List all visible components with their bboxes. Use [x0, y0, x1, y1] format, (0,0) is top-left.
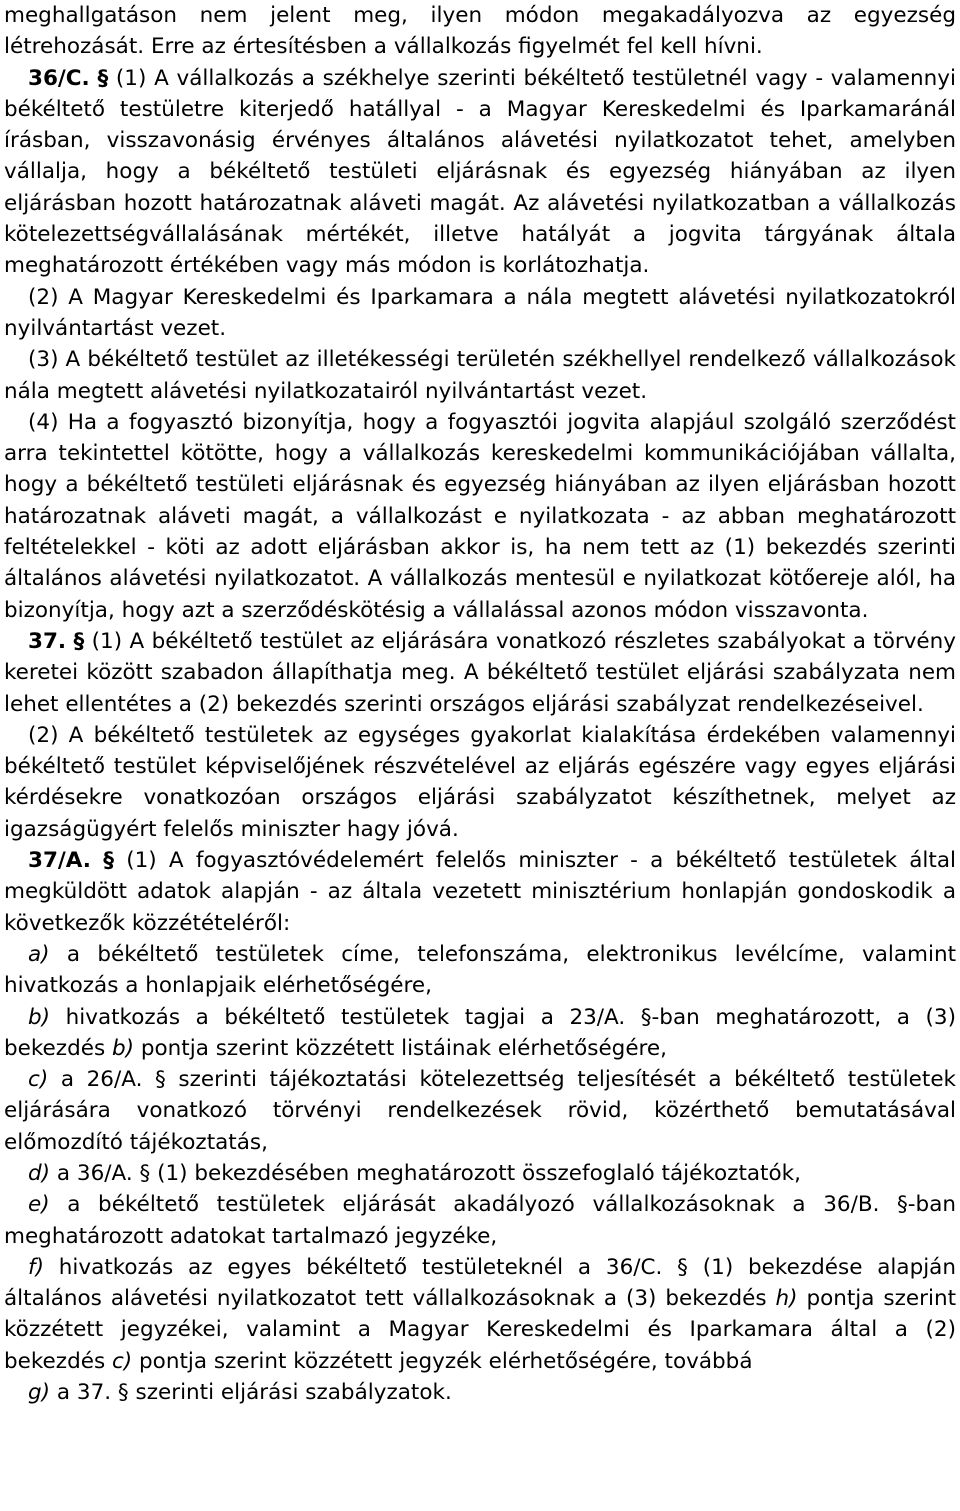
section-37a-paragraph-1: [4, 845, 956, 939]
list-item-text: a 36/A. § (1) bekezdésében meghatározott összefoglaló tájékoztatók,: [56, 1160, 801, 1186]
list-marker: a): [28, 941, 50, 967]
list-marker: c): [28, 1067, 49, 1093]
section-sign: §: [73, 628, 85, 654]
section-36c-paragraph-3: (3) A békéltető testület az illetékességi területén székhellyel rendelkező vállalkozások nála megtett alávetési nyilatkozatairól nyilvántartást vezet.: [4, 347, 956, 404]
list-item-text: pontja szerint közzétett jegyzékei, valamint a Magyar Kereskedelmi és Iparkamara által a (2) bekezdés: [4, 1286, 956, 1374]
list-item-text: hivatkozás az egyes békéltető testületeknél a 36/C. § (1) bekezdése alapján általános alávetési nyilatkozatot tett vállalkozásoknak a (3) bekezdés: [4, 1254, 956, 1312]
list-item-text: a 37. § szerinti eljárási szabályzatok.: [56, 1380, 452, 1406]
section-37-paragraph-1: [4, 626, 956, 720]
list-item-g: [4, 1377, 956, 1408]
inline-reference: h): [775, 1286, 798, 1312]
list-item-b: [4, 1002, 956, 1065]
section-36c-paragraph-1: [4, 63, 956, 282]
list-item-e: [4, 1189, 956, 1252]
inline-reference: b): [111, 1035, 135, 1061]
list-marker: g): [28, 1380, 51, 1406]
list-item-text: a békéltető testületek címe, telefonszáma, elektronikus levélcíme, valamint hivatkozás a honlapjaik elérhetőségére,: [4, 941, 957, 999]
section-36c-paragraph-4: (4) Ha a fogyasztó bizonyítja, hogy a fogyasztói jogvita alapjául szolgáló szerződést arra tekintettel kötötte, hogy a vállalkozás kereskedelmi kommunikációjában vállalta, hogy a békéltető testületi eljárásnak és egyezség hiányában az ilyen eljárásban hozott határozatnak aláveti magát, a vállalkozást e nyilatkozata - az abban meghatározott feltételekkel - köti az adott eljárásban akkor is, ha nem tett az (1) bekezdés szerinti általános alávetési nyilatkozatot. A vállalkozás mentesül e nyilatkozat kötőereje alól, ha bizonyítja, hogy azt a szerződéskötésig a vállalással azonos módon visszavonta.: [4, 409, 956, 623]
section-36c-p1-text: (1) A vállalkozás a székhelye szerinti békéltető testületnél vagy - valamennyi békéltető testületre kiterjedő hatállyal - a Magyar Kereskedelmi és Iparkamaránál írásban, visszavonásig érvényes általános alávetési nyilatkozatot tehet, amelyben vállalja, hogy a békéltető testületi eljárásnak és egyezség hiányában az ilyen eljárásban hozott határozatnak aláveti magát. Az alávetési nyilatkozatban a vállalkozás kötelezettségvállalásának mértékét, illetve hatályát a jogvita tárgyának általa meghatározott értékében vagy más módon is korlátozhatja.: [4, 65, 956, 279]
section-37-paragraph-2: (2) A békéltető testületek az egységes gyakorlat kialakítása érdekében valamennyi békéltető testület képviselőjének részvételével az eljárás egészére vagy egyes eljárási kérdésekre vonatkozóan országos eljárási szabályzatot készíthetnek, melyet az igazságügyért felelős miniszter hagy jóvá.: [4, 722, 956, 842]
section-36c-paragraph-2: (2) A Magyar Kereskedelmi és Iparkamara a nála megtett alávetési nyilatkozatokról nyilvántartást vezet.: [4, 284, 956, 341]
list-item-a: [4, 939, 956, 1002]
section-37-p1-text: (1) A békéltető testület az eljárására vonatkozó részletes szabályokat a törvény keretei között szabadon állapíthatja meg. A békéltető testület eljárási szabályzata nem lehet ellentétes a (2) bekezdés szerinti országos eljárási szabályzat rendelkezéseivel.: [4, 628, 956, 717]
list-item-text: a 26/A. § szerinti tájékoztatási kötelezettség teljesítését a békéltető testületek eljárására vonatkozó törvényi rendelkezések rövid, közérthető bemutatásával előmozdító tájékoztatás,: [4, 1067, 957, 1155]
list-item-text: hivatkozás a békéltető testületek tagjai a 23/A. §-ban meghatározott, a (3) bekezdés: [4, 1004, 956, 1061]
section-sign: §: [97, 65, 109, 91]
list-item-c: [4, 1064, 956, 1158]
list-item-text: pontja szerint közzétett jegyzék elérhetőségére, továbbá: [132, 1348, 753, 1374]
list-marker: f): [28, 1254, 44, 1280]
section-sign: §: [103, 848, 114, 874]
list-item-d: [4, 1158, 956, 1189]
list-marker: e): [28, 1192, 50, 1218]
list-marker: d): [28, 1160, 51, 1186]
intro-paragraph: meghallgatáson nem jelent meg, ilyen módon megakadályozva az egyezség létrehozását. Erre az értesítésben a vállalkozás figyelmét fel kell hívni.: [4, 3, 956, 60]
list-item-text: pontja szerint közzétett listáinak elérhetőségére,: [134, 1035, 667, 1061]
list-marker: b): [28, 1004, 51, 1030]
inline-reference: c): [111, 1348, 133, 1374]
section-37a-p1-text: (1) A fogyasztóvédelemért felelős miniszter - a békéltető testületek által megküldött adatok alapján - az általa vezetett minisztérium honlapján gondoskodik a következők közzétételéről:: [4, 848, 956, 936]
section-37a-number: 37/A.: [28, 848, 91, 874]
list-item-f: [4, 1252, 956, 1377]
section-36c-number: 36/C.: [28, 65, 90, 91]
section-37-number: 37.: [28, 628, 67, 654]
list-item-text: a békéltető testületek eljárását akadályozó vállalkozásoknak a 36/B. §-ban meghatározott adatokat tartalmazó jegyzéke,: [4, 1192, 956, 1249]
